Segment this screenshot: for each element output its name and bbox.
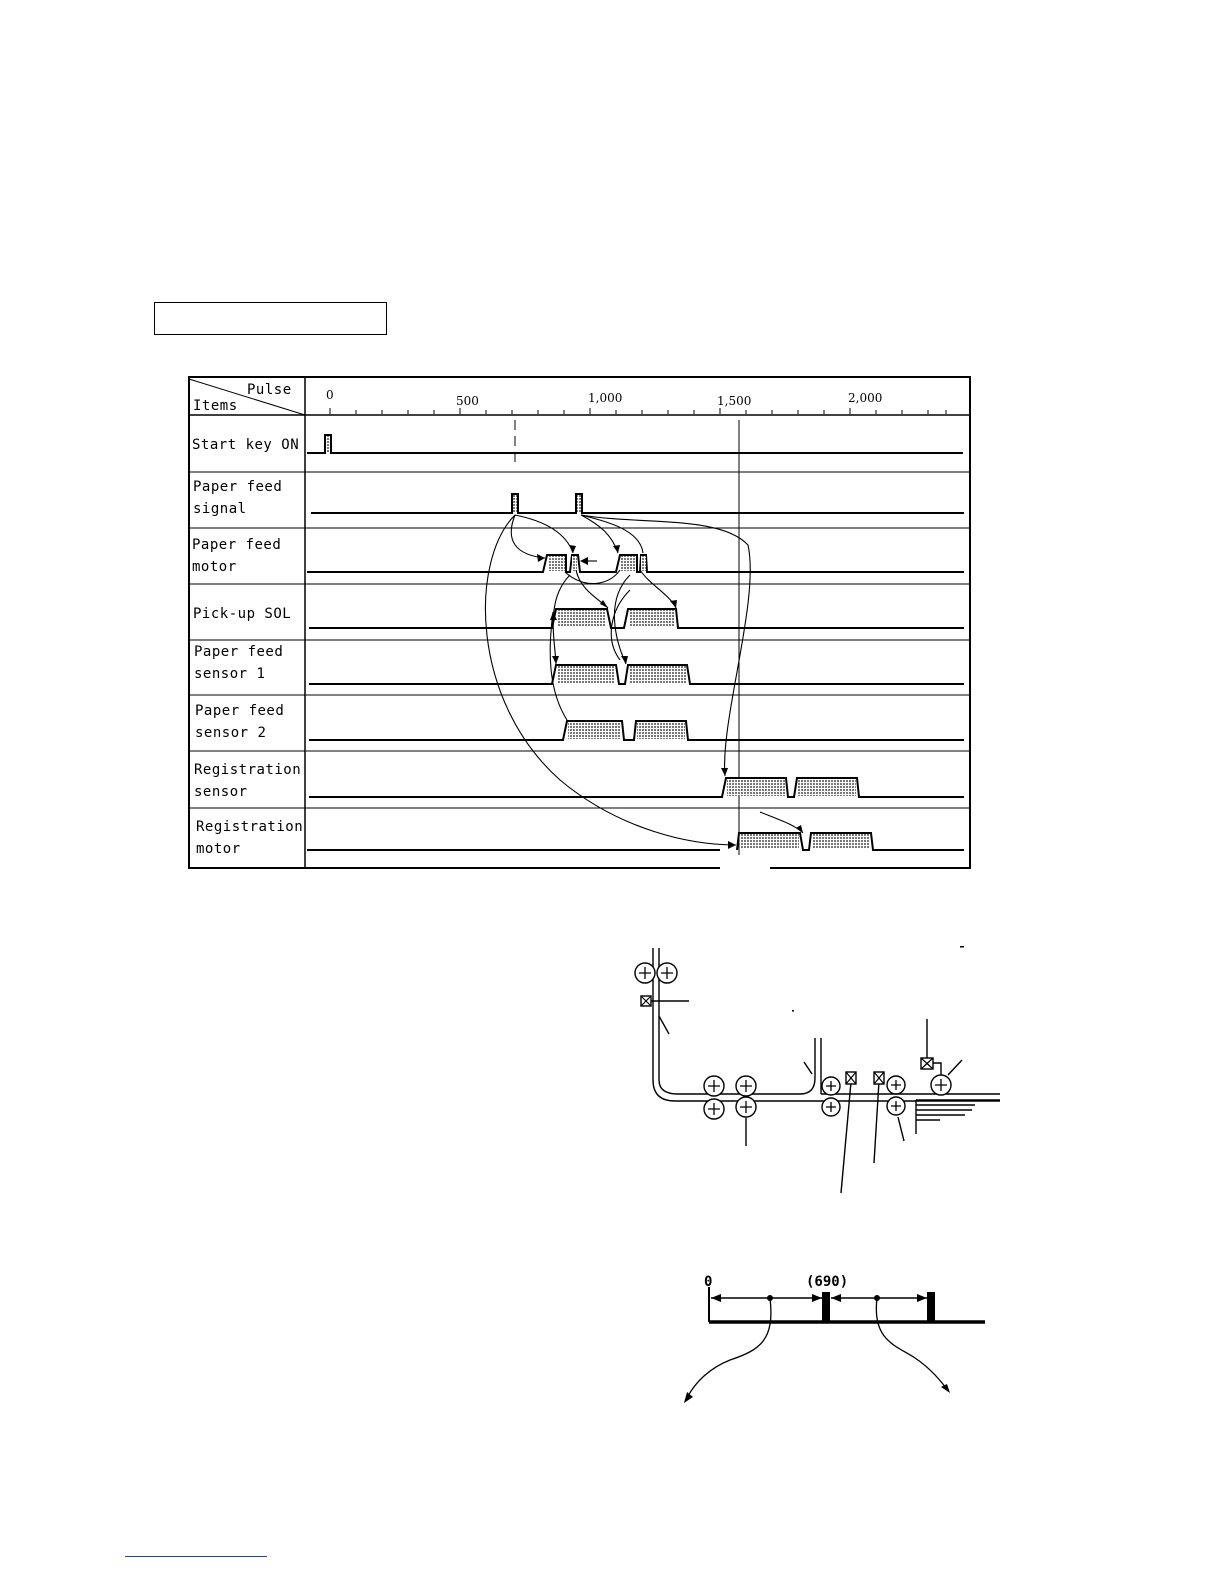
rollers [635,963,951,1119]
footer-link-underline[interactable] [125,1556,267,1557]
row-label-sensor2-2: sensor 2 [195,725,267,741]
sensor-icons [641,996,933,1084]
row-label-reg-motor-1: Registration [196,819,304,835]
arrow-heads [537,545,803,849]
header-items: Items [193,398,238,414]
distance-start-label: 0 [704,1274,713,1290]
tick-label-500: 500 [456,394,479,408]
row-label-reg-motor-2: motor [196,841,241,857]
axis-tick-marks [330,408,946,414]
row-label-sensor1-2: sensor 1 [194,666,266,682]
row-label-sensor1-1: Paper feed [194,644,284,660]
distance-diagram [687,1287,985,1398]
row-label-feed-signal-2: signal [193,501,247,517]
paper-path-diagram [646,948,1000,1193]
row-label-feed-motor-1: Paper feed [192,537,282,553]
distance-value-label: (690) [806,1274,849,1290]
tick-label-2000: 2,000 [848,391,883,405]
tick-label-1000: 1,000 [588,391,623,405]
row-label-feed-signal-1: Paper feed [193,479,283,495]
shaded-pulses [326,436,870,849]
frame-gap [720,866,770,871]
row-label-reg-sensor-2: sensor [194,784,248,800]
tick-label-1500: 1,500 [717,394,752,408]
tick-label-0: 0 [326,388,334,402]
waveforms [307,435,964,850]
row-label-reg-sensor-1: Registration [194,762,302,778]
row-label-feed-motor-2: motor [192,559,237,575]
row-label-pickup-sol: Pick-up SOL [193,606,292,622]
header-pulse: Pulse [247,382,292,398]
sensor-crosses [641,996,933,1084]
row-label-start-key: Start key ON [192,437,300,453]
distance-diagram-marks [684,946,964,1403]
row-label-sensor2-1: Paper feed [195,703,285,719]
